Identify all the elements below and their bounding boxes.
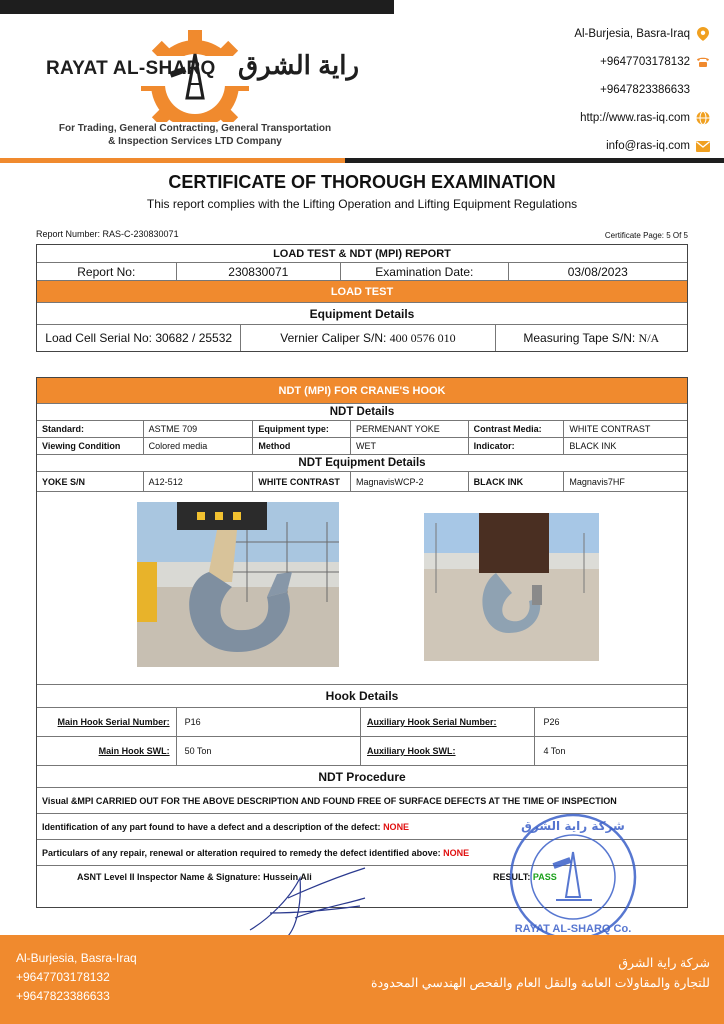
auxiliary-hook-photo bbox=[424, 513, 599, 661]
procedure-line-2-value: NONE bbox=[383, 821, 410, 832]
hook-details-title-row bbox=[37, 685, 687, 708]
contact-email[interactable] bbox=[574, 132, 710, 160]
ndt-procedure-title-row bbox=[37, 766, 687, 788]
footer-phone-1: +9647703178132 bbox=[16, 970, 110, 984]
company-stamp bbox=[508, 812, 638, 942]
main-hook-photo bbox=[137, 502, 339, 667]
indicator-label: Indicator: bbox=[469, 438, 565, 454]
hook-swl-row bbox=[37, 737, 687, 766]
location-pin-icon bbox=[696, 27, 710, 41]
load-cell-serial: Load Cell Serial No: 30682 / 25532 bbox=[37, 325, 241, 351]
method-label: Method bbox=[253, 438, 351, 454]
company-logo bbox=[30, 22, 360, 157]
brand-name-arabic: راية الشرق bbox=[238, 50, 360, 80]
load-test-bar-label: LOAD TEST bbox=[330, 285, 394, 298]
tape-value: N/A bbox=[638, 330, 660, 345]
contact-website-text[interactable]: http://www.ras-iq.com bbox=[580, 112, 690, 124]
caliper-value: 400 0576 010 bbox=[389, 330, 456, 345]
report-no-value: 230830071 bbox=[177, 263, 342, 280]
load-test-section-title: LOAD TEST & NDT (MPI) REPORT bbox=[273, 247, 451, 260]
footer bbox=[0, 935, 724, 1024]
contrast-media-label: Contrast Media: bbox=[469, 421, 565, 437]
contrast-media-value: WHITE CONTRAST bbox=[569, 424, 651, 434]
certificate-title: CERTIFICATE OF THOROUGH EXAMINATION bbox=[168, 172, 556, 192]
footer-arabic bbox=[371, 953, 710, 993]
ndt-equipment-title: NDT Equipment Details bbox=[298, 457, 426, 469]
standard-value: ASTME 709 bbox=[144, 421, 254, 437]
equipment-details-title: Equipment Details bbox=[309, 306, 415, 321]
standard-label: Standard: bbox=[37, 421, 144, 437]
procedure-line-1: Visual &MPI CARRIED OUT FOR THE ABOVE DESCRIPTION AND FOUND FREE OF SURFACE DEFECTS AT THE TIME OF INSPECTION bbox=[37, 788, 687, 814]
white-contrast-value: MagnavisWCP-2 bbox=[351, 472, 469, 491]
aux-hook-serial-label: Auxiliary Hook Serial Number: bbox=[361, 708, 535, 736]
result-label: RESULT: bbox=[493, 872, 531, 882]
ndt-procedure-title: NDT Procedure bbox=[318, 769, 406, 784]
main-hook-swl-label: Main Hook SWL: bbox=[37, 737, 177, 765]
ndt-details-row-1 bbox=[37, 421, 687, 438]
ndt-bar bbox=[37, 378, 687, 404]
hook-details-title: Hook Details bbox=[325, 689, 399, 703]
certificate-page: Certificate Page: 5 Of 5 bbox=[604, 231, 688, 240]
main-hook-serial-value: P16 bbox=[177, 708, 361, 736]
equipment-details-row bbox=[37, 303, 687, 325]
stamp-text-bottom: RAYAT AL-SHARQ Co. bbox=[514, 923, 632, 935]
contact-phone-2 bbox=[574, 76, 710, 104]
hook-serial-row bbox=[37, 708, 687, 737]
equipment-type-label: Equipment type: bbox=[253, 421, 351, 437]
tagline-line-1: For Trading, General Contracting, General Transportation bbox=[58, 123, 332, 134]
contact-phone-2-text: +9647823386633 bbox=[600, 84, 690, 96]
white-contrast-label: WHITE CONTRAST bbox=[253, 472, 351, 491]
measuring-tape bbox=[496, 325, 687, 351]
contact-block bbox=[574, 20, 710, 160]
equipment-type-value: PERMENANT YOKE bbox=[351, 421, 469, 437]
caliper-label: Vernier Caliper S/N: bbox=[280, 331, 387, 345]
contact-website[interactable] bbox=[574, 104, 710, 132]
footer-contact bbox=[16, 949, 137, 1006]
procedure-line-2-label: Identification of any part found to have a defect and a description of the defect: bbox=[42, 821, 381, 832]
main-hook-serial-label: Main Hook Serial Number: bbox=[37, 708, 177, 736]
inspector-label: ASNT Level II Inspector Name & Signature: bbox=[77, 872, 261, 882]
yoke-sn-value: A12-512 bbox=[144, 472, 254, 491]
yoke-sn-label: YOKE S/N bbox=[37, 472, 144, 491]
procedure-line-3-label: Particulars of any repair, renewal or alteration required to remedy the defect identified above: bbox=[42, 847, 441, 858]
phone-icon bbox=[696, 55, 710, 69]
top-bar-white-cap bbox=[394, 0, 724, 14]
vernier-caliper bbox=[241, 325, 495, 351]
contact-address-text: Al-Burjesia, Basra-Iraq bbox=[574, 28, 690, 40]
equipment-values-row bbox=[37, 325, 687, 351]
aux-hook-swl-value: 4 Ton bbox=[543, 746, 566, 756]
black-ink-label: BLACK INK bbox=[469, 472, 565, 491]
footer-arabic-line-1: شركة راية الشرق bbox=[618, 956, 710, 970]
indicator-value: BLACK INK bbox=[569, 441, 617, 451]
ndt-bar-label: NDT (MPI) FOR CRANE'S HOOK bbox=[278, 384, 446, 397]
stamp-text-top: شركة راية الشرق bbox=[521, 819, 625, 833]
globe-icon bbox=[696, 111, 710, 125]
aux-hook-swl-label: Auxiliary Hook SWL: bbox=[361, 737, 535, 765]
load-test-bar bbox=[37, 281, 687, 303]
brand-name-english: RAYAT AL-SHARQ bbox=[46, 58, 216, 79]
result-value: PASS bbox=[532, 872, 557, 882]
footer-address: Al-Burjesia, Basra-Iraq bbox=[16, 951, 137, 965]
ndt-equipment-row bbox=[37, 472, 687, 492]
company-tagline bbox=[30, 122, 360, 148]
black-ink-value: Magnavis7HF bbox=[569, 476, 625, 487]
contact-phone-1-text: +9647703178132 bbox=[600, 56, 690, 68]
inspector-name: Hussein Ali bbox=[263, 872, 312, 882]
viewing-condition-value: Colored media bbox=[144, 438, 254, 454]
procedure-line-3-value: NONE bbox=[443, 847, 470, 858]
report-number: Report Number: RAS-C-230830071 bbox=[36, 229, 179, 239]
contact-address bbox=[574, 20, 710, 48]
footer-phone-2: +9647823386633 bbox=[16, 989, 110, 1003]
tagline-line-2: & Inspection Services LTD Company bbox=[108, 136, 282, 147]
contact-email-text[interactable]: info@ras-iq.com bbox=[606, 140, 690, 152]
ndt-details-title-row bbox=[37, 404, 687, 421]
ndt-details-title: NDT Details bbox=[329, 406, 395, 418]
viewing-condition-label: Viewing Condition bbox=[37, 438, 144, 454]
exam-date-value: 03/08/2023 bbox=[567, 264, 628, 279]
main-hook-swl-value: 50 Ton bbox=[177, 737, 361, 765]
exam-date-label: Examination Date: bbox=[341, 263, 508, 280]
inspector-signature bbox=[240, 858, 370, 938]
certificate-subtitle: This report complies with the Lifting Operation and Lifting Equipment Regulations bbox=[146, 197, 578, 211]
aux-hook-serial-value: P26 bbox=[543, 717, 560, 727]
report-info-row bbox=[37, 263, 687, 281]
report-no-label: Report No: bbox=[37, 263, 177, 280]
footer-arabic-line-2: للتجارة والمقاولات العامة والنقل العام والفحص الهندسي المحدودة bbox=[371, 976, 710, 990]
mail-icon bbox=[696, 139, 710, 153]
load-test-header-row bbox=[37, 245, 687, 263]
ndt-details-row-2 bbox=[37, 438, 687, 455]
contact-phone-1 bbox=[574, 48, 710, 76]
load-test-table bbox=[36, 244, 688, 352]
ndt-equipment-title-row bbox=[37, 455, 687, 472]
tape-label: Measuring Tape S/N: bbox=[523, 331, 636, 345]
header-dark-rule bbox=[345, 158, 724, 163]
method-value: WET bbox=[351, 438, 469, 454]
